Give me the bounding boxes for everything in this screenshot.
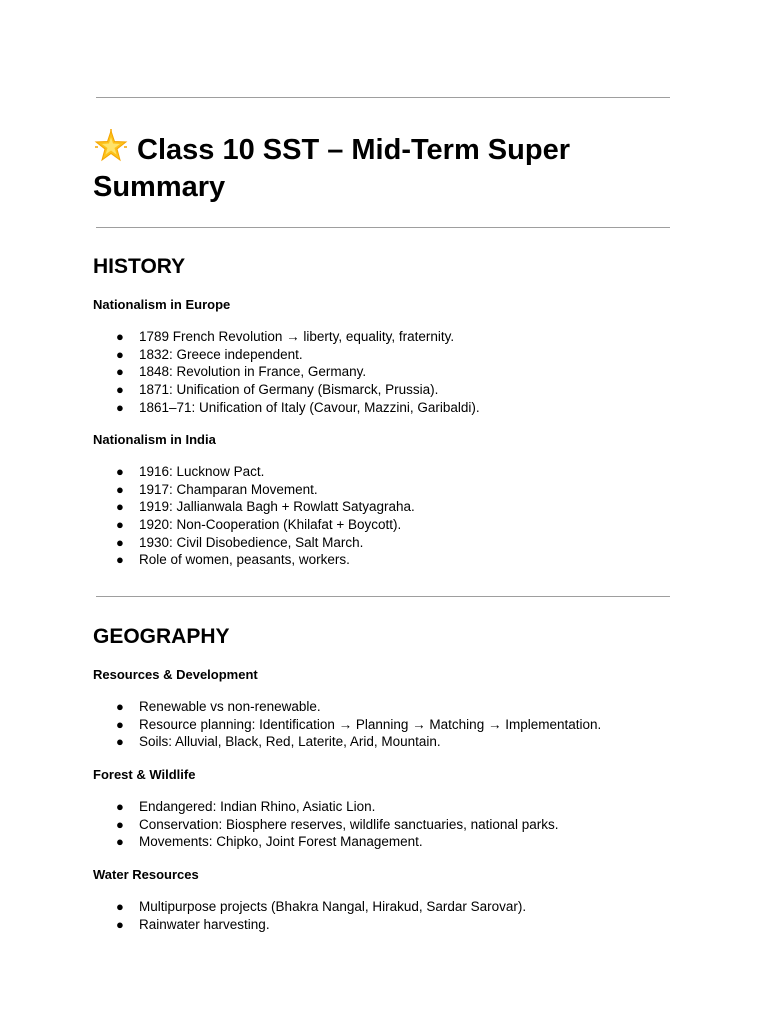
bullet-icon: ● xyxy=(116,734,124,750)
bullet-icon: ● xyxy=(116,517,124,533)
list-item-text: 1917: Champaran Movement. xyxy=(139,481,318,497)
list-item-text: 1789 French Revolution → liberty, equality, fraternity. xyxy=(139,329,455,344)
list-item-text: Soils: Alluvial, Black, Red, Laterite, Arid, Mountain. xyxy=(139,734,441,750)
bullet-icon: ● xyxy=(116,364,124,380)
list-item xyxy=(0,816,558,834)
section-heading-history: HISTORY xyxy=(93,255,186,278)
list-item xyxy=(0,798,558,816)
bullet-icon: ● xyxy=(116,382,124,398)
bullet-icon: ● xyxy=(116,816,124,832)
bullet-icon: ● xyxy=(116,346,124,362)
bullet-icon: ● xyxy=(116,916,124,932)
bullet-list-nationalism-europe xyxy=(0,328,480,416)
bullet-list-water-resources xyxy=(0,898,526,933)
list-item-text: 1861–71: Unification of Italy (Cavour, Mazzini, Garibaldi). xyxy=(139,399,480,415)
list-item xyxy=(0,733,601,751)
list-item xyxy=(0,916,526,934)
page-title-text: Class 10 SST – Mid-Term Super Summary xyxy=(93,134,570,203)
bullet-icon: ● xyxy=(116,534,124,550)
bullet-icon: ● xyxy=(116,834,124,850)
horizontal-rule xyxy=(96,97,670,98)
list-item-text: Endangered: Indian Rhino, Asiatic Lion. xyxy=(139,799,376,814)
list-item-text: 1916: Lucknow Pact. xyxy=(139,464,265,479)
subsection-heading-forest-wildlife: Forest & Wildlife xyxy=(93,767,196,782)
list-item xyxy=(0,516,415,534)
horizontal-rule xyxy=(96,596,670,597)
bullet-icon: ● xyxy=(116,481,124,497)
bullet-icon: ● xyxy=(116,799,124,814)
list-item xyxy=(0,346,480,364)
list-item xyxy=(0,898,526,916)
list-item xyxy=(0,716,601,734)
bullet-icon: ● xyxy=(116,899,124,914)
list-item xyxy=(0,833,558,851)
list-item xyxy=(0,481,415,499)
list-item-text: Multipurpose projects (Bhakra Nangal, Hirakud, Sardar Sarovar). xyxy=(139,899,527,914)
list-item-text: Role of women, peasants, workers. xyxy=(139,552,350,568)
list-item-text: 1832: Greece independent. xyxy=(139,346,303,362)
bullet-list-resources-development xyxy=(0,698,601,751)
list-item-text: 1919: Jallianwala Bagh + Rowlatt Satyagraha. xyxy=(139,499,415,515)
list-item xyxy=(0,399,480,417)
list-item xyxy=(0,534,415,552)
list-item xyxy=(0,551,415,569)
list-item-text: 1930: Civil Disobedience, Salt March. xyxy=(139,534,364,550)
glowing-star-icon xyxy=(93,129,129,165)
bullet-list-nationalism-india xyxy=(0,463,415,569)
bullet-icon: ● xyxy=(116,552,124,568)
list-item xyxy=(0,463,415,481)
list-item xyxy=(0,328,480,346)
bullet-icon: ● xyxy=(116,329,124,344)
list-item xyxy=(0,498,415,516)
list-item-text: Conservation: Biosphere reserves, wildlife sanctuaries, national parks. xyxy=(139,816,559,832)
page-title xyxy=(93,129,653,206)
list-item-text: Resource planning: Identification → Planning → Matching → Implementation. xyxy=(139,716,602,732)
bullet-list-forest-wildlife xyxy=(0,798,558,851)
bullet-icon: ● xyxy=(116,399,124,415)
subsection-heading-water-resources: Water Resources xyxy=(93,867,199,882)
horizontal-rule xyxy=(96,227,670,228)
list-item xyxy=(0,381,480,399)
bullet-icon: ● xyxy=(116,464,124,479)
list-item xyxy=(0,698,601,716)
subsection-heading-nationalism-india: Nationalism in India xyxy=(93,432,216,447)
subsection-heading-resources-development: Resources & Development xyxy=(93,667,258,682)
list-item-text: Rainwater harvesting. xyxy=(139,916,270,932)
list-item xyxy=(0,363,480,381)
list-item-text: Movements: Chipko, Joint Forest Management. xyxy=(139,834,423,850)
list-item-text: Renewable vs non-renewable. xyxy=(139,699,321,714)
subsection-heading-nationalism-europe: Nationalism in Europe xyxy=(93,297,231,312)
list-item-text: 1848: Revolution in France, Germany. xyxy=(139,364,367,380)
section-heading-geography: GEOGRAPHY xyxy=(93,625,230,648)
list-item-text: 1920: Non-Cooperation (Khilafat + Boycott). xyxy=(139,517,402,533)
list-item-text: 1871: Unification of Germany (Bismarck, Prussia). xyxy=(139,382,439,398)
bullet-icon: ● xyxy=(116,699,124,714)
bullet-icon: ● xyxy=(116,716,124,732)
bullet-icon: ● xyxy=(116,499,124,515)
